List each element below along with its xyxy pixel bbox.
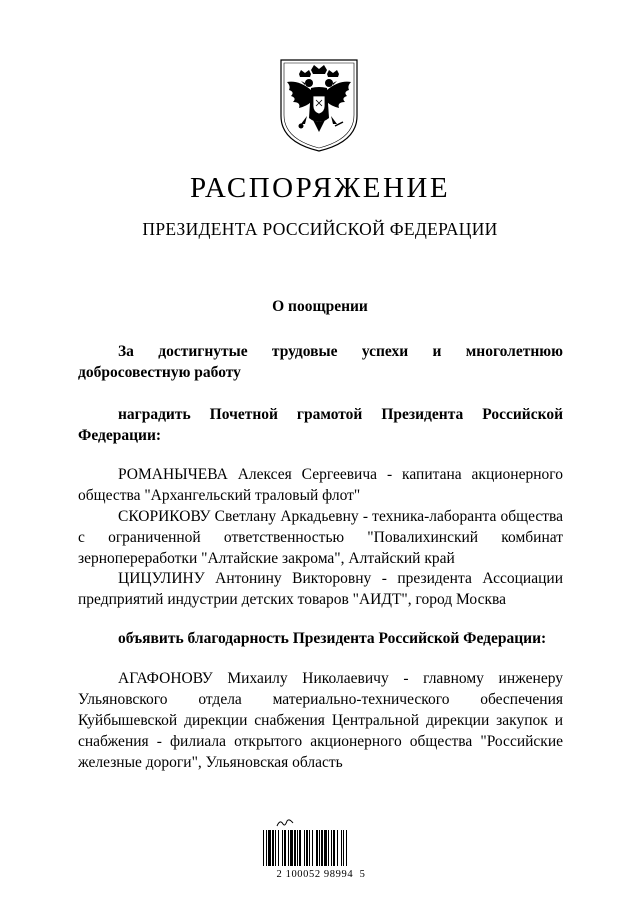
barcode-bar bbox=[333, 830, 335, 866]
barcode-bar bbox=[297, 830, 298, 866]
barcode-bar bbox=[284, 830, 286, 866]
award-entry: СКОРИКОВУ Светлану Аркадьевну - техника-лаборанта общества с ограниченной ответственностью "Повалихинский комбинат зернопереработки "Алтайские закрома", Алтайский край bbox=[78, 508, 563, 567]
barcode-number: 2 100052 98994 5 bbox=[276, 869, 366, 880]
barcode-bar bbox=[321, 830, 323, 866]
barcode-bar bbox=[290, 830, 293, 866]
barcode-bar bbox=[268, 830, 271, 866]
barcode-bar bbox=[275, 830, 276, 866]
barcode-bar bbox=[272, 830, 274, 866]
gratitude-entry: АГАФОНОВУ Михаилу Николаевичу - главному инженеру Ульяновского отдела материально-технического обеспечения Куйбышевской дирекции снабжения Центральной дирекции закупок и снабжения - филиала открытого акционерного общества "Российские железные дороги", Ульяновская область bbox=[78, 670, 563, 771]
barcode-bar bbox=[316, 830, 318, 866]
document-title: РАСПОРЯЖЕНИЕ bbox=[189, 172, 451, 204]
barcode-bar bbox=[282, 830, 283, 866]
barcode-bar bbox=[346, 830, 347, 866]
barcode-bar bbox=[331, 830, 332, 866]
barcode-bar bbox=[304, 830, 305, 866]
signature-mark-icon bbox=[276, 818, 294, 828]
award-entry: ЦИЦУЛИНУ Антонину Викторовну - президента Ассоциации предприятий индустрии детских товаров "АИДТ", город Москва bbox=[78, 570, 563, 608]
coat-of-arms-icon bbox=[277, 56, 361, 154]
barcode-bar bbox=[337, 830, 338, 866]
award-heading-line-1: наградить Почетной грамотой Президента Российской bbox=[118, 406, 563, 423]
barcode-bar bbox=[319, 830, 320, 866]
barcode-bar bbox=[324, 830, 327, 866]
barcode-bar bbox=[266, 830, 267, 866]
barcode-bar bbox=[278, 830, 279, 866]
award-entry: РОМАНЫЧЕВА Алексея Сергеевича - капитана акционерного общества "Архангельский траловый флот" bbox=[78, 466, 563, 504]
preamble-line-1: За достигнутые трудовые успехи и многолетнюю bbox=[118, 343, 563, 360]
barcode-bar bbox=[299, 830, 301, 866]
barcode-bar bbox=[343, 830, 344, 866]
award-heading-line-2: Федерации: bbox=[78, 427, 162, 444]
barcode-bar bbox=[312, 830, 313, 866]
gratitude-heading: объявить благодарность Президента Российской Федерации: bbox=[118, 630, 547, 647]
barcode-bar bbox=[263, 830, 264, 866]
barcode-bar bbox=[294, 830, 296, 866]
barcode-bar bbox=[306, 830, 308, 866]
preamble-line-2: добросовестную работу bbox=[78, 364, 241, 381]
barcode-bar bbox=[309, 830, 310, 866]
barcode-bar bbox=[341, 830, 342, 866]
barcode-bars bbox=[262, 830, 380, 866]
barcode bbox=[262, 818, 380, 888]
document-subtitle: ПРЕЗИДЕНТА РОССИЙСКОЙ ФЕДЕРАЦИИ bbox=[142, 219, 498, 239]
barcode-bar bbox=[288, 830, 289, 866]
barcode-bar bbox=[328, 830, 329, 866]
document-caption: О поощрении bbox=[272, 298, 368, 315]
